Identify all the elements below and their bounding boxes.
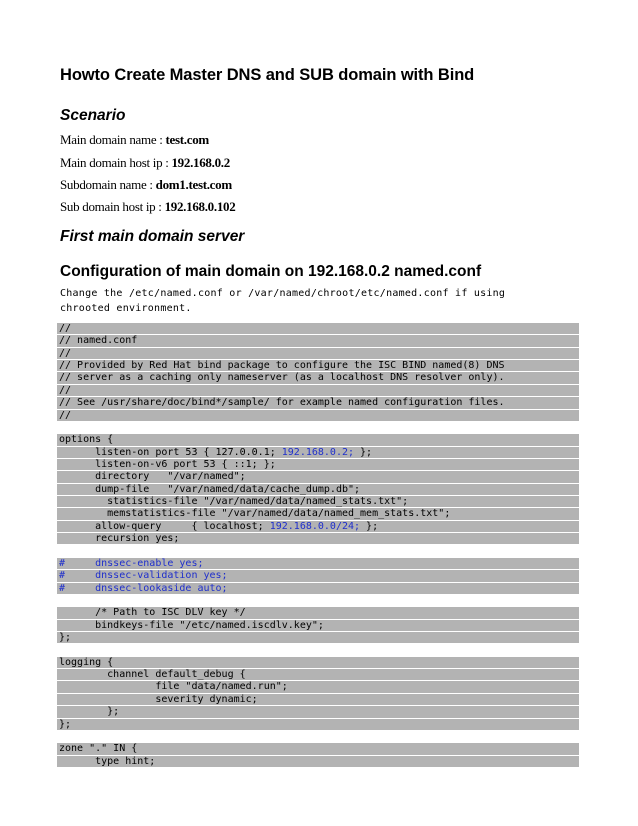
info-value: 192.168.0.102 — [164, 199, 236, 214]
info-line-main-host-ip — [60, 155, 230, 171]
code-line — [57, 533, 579, 545]
code-line — [57, 570, 579, 582]
code-line — [57, 607, 579, 619]
code-line — [57, 323, 579, 335]
code-text: // Provided by Red Hat bind package to configure the ISC BIND named(8) DNS — [59, 360, 505, 372]
code-line — [57, 521, 579, 533]
info-value: 192.168.0.2 — [171, 155, 230, 170]
code-line — [57, 335, 579, 347]
code-highlight: 192.168.0.2; — [281, 446, 355, 458]
code-text: dump-file "/var/named/data/cache_dump.db"; — [59, 483, 361, 495]
code-line — [57, 447, 579, 459]
code-line — [57, 583, 579, 595]
code-text: // See /usr/share/doc/bind*/sample/ for example named configuration files. — [59, 397, 505, 409]
code-text: bindkeys-file "/etc/named.iscdlv.key"; — [59, 619, 324, 631]
code-text: zone "." IN { — [59, 743, 138, 755]
code-text: // server as a caching only nameserver (as a localhost DNS resolver only). — [59, 372, 505, 384]
code-text: // — [59, 347, 72, 359]
code-text: listen-on-v6 port 53 { ::1; }; — [59, 458, 276, 470]
code-line — [57, 620, 579, 632]
code-line — [57, 397, 579, 409]
code-line-blank — [57, 545, 579, 557]
info-label: Main domain host ip : — [60, 155, 172, 170]
code-text: statistics-file "/var/named/data/named_stats.txt"; — [59, 496, 409, 508]
code-line — [57, 632, 579, 644]
code-text: options { — [59, 434, 114, 446]
scenario-heading: Scenario — [60, 107, 126, 124]
code-line — [57, 459, 579, 471]
info-line-subdomain — [60, 177, 232, 193]
code-line — [57, 558, 579, 570]
code-line — [57, 706, 579, 718]
code-highlight: # dnssec-enable yes; — [59, 557, 204, 569]
code-text: memstatistics-file "/var/named/data/named_mem_stats.txt"; — [59, 508, 451, 520]
code-line-blank — [57, 644, 579, 656]
code-text: }; — [59, 706, 120, 718]
code-line — [57, 484, 579, 496]
info-line-main-domain — [60, 132, 209, 148]
info-label: Sub domain host ip : — [60, 199, 165, 214]
config-description: Change the /etc/named.conf or /var/named/chroot/etc/named.conf if using chrooted environment. — [60, 288, 506, 314]
info-line-sub-host-ip — [60, 199, 235, 215]
code-line — [57, 756, 579, 768]
code-text: directory "/var/named"; — [59, 471, 246, 483]
code-text: }; — [59, 718, 72, 730]
code-text: listen-on port 53 { 127.0.0.1; — [59, 446, 282, 458]
code-line — [57, 372, 579, 384]
info-value: test.com — [165, 132, 209, 147]
code-line-blank — [57, 422, 579, 434]
code-line — [57, 694, 579, 706]
code-text: }; — [59, 631, 72, 643]
info-value: dom1.test.com — [155, 177, 232, 192]
code-text: }; — [354, 446, 373, 458]
code-text: file "data/named.run"; — [59, 681, 288, 693]
code-text: // — [59, 323, 72, 334]
code-line — [57, 434, 579, 446]
code-line-blank — [57, 595, 579, 607]
code-text: severity dynamic; — [59, 693, 258, 705]
code-text: type hint; — [59, 755, 156, 767]
info-label: Subdomain name : — [60, 177, 156, 192]
code-line — [57, 681, 579, 693]
config-heading: Configuration of main domain on 192.168.0.2 named.conf — [60, 263, 482, 280]
code-line — [57, 385, 579, 397]
code-highlight: 192.168.0.0/24; — [269, 520, 361, 532]
code-line — [57, 657, 579, 669]
code-line — [57, 496, 579, 508]
code-text: }; — [360, 520, 379, 532]
code-text: // — [59, 384, 72, 396]
code-text: recursion yes; — [59, 533, 180, 545]
section-heading: First main domain server — [60, 228, 245, 245]
code-line — [57, 348, 579, 360]
code-text: channel default_debug { — [59, 669, 246, 681]
code-line — [57, 719, 579, 731]
code-line — [57, 471, 579, 483]
code-highlight: # dnssec-lookaside auto; — [59, 582, 228, 594]
code-text: logging { — [59, 656, 114, 668]
code-line — [57, 743, 579, 755]
code-line-blank — [57, 731, 579, 743]
info-label: Main domain name : — [60, 132, 166, 147]
code-line — [57, 360, 579, 372]
code-line — [57, 508, 579, 520]
code-text: /* Path to ISC DLV key */ — [59, 607, 246, 619]
page-title: Howto Create Master DNS and SUB domain with Bind — [60, 66, 475, 84]
code-line — [57, 410, 579, 422]
code-text: // — [59, 409, 72, 421]
code-text: allow-query { localhost; — [59, 520, 270, 532]
code-text: // named.conf — [59, 335, 138, 347]
code-block — [57, 323, 579, 768]
code-highlight: # dnssec-validation yes; — [59, 570, 228, 582]
code-line — [57, 669, 579, 681]
